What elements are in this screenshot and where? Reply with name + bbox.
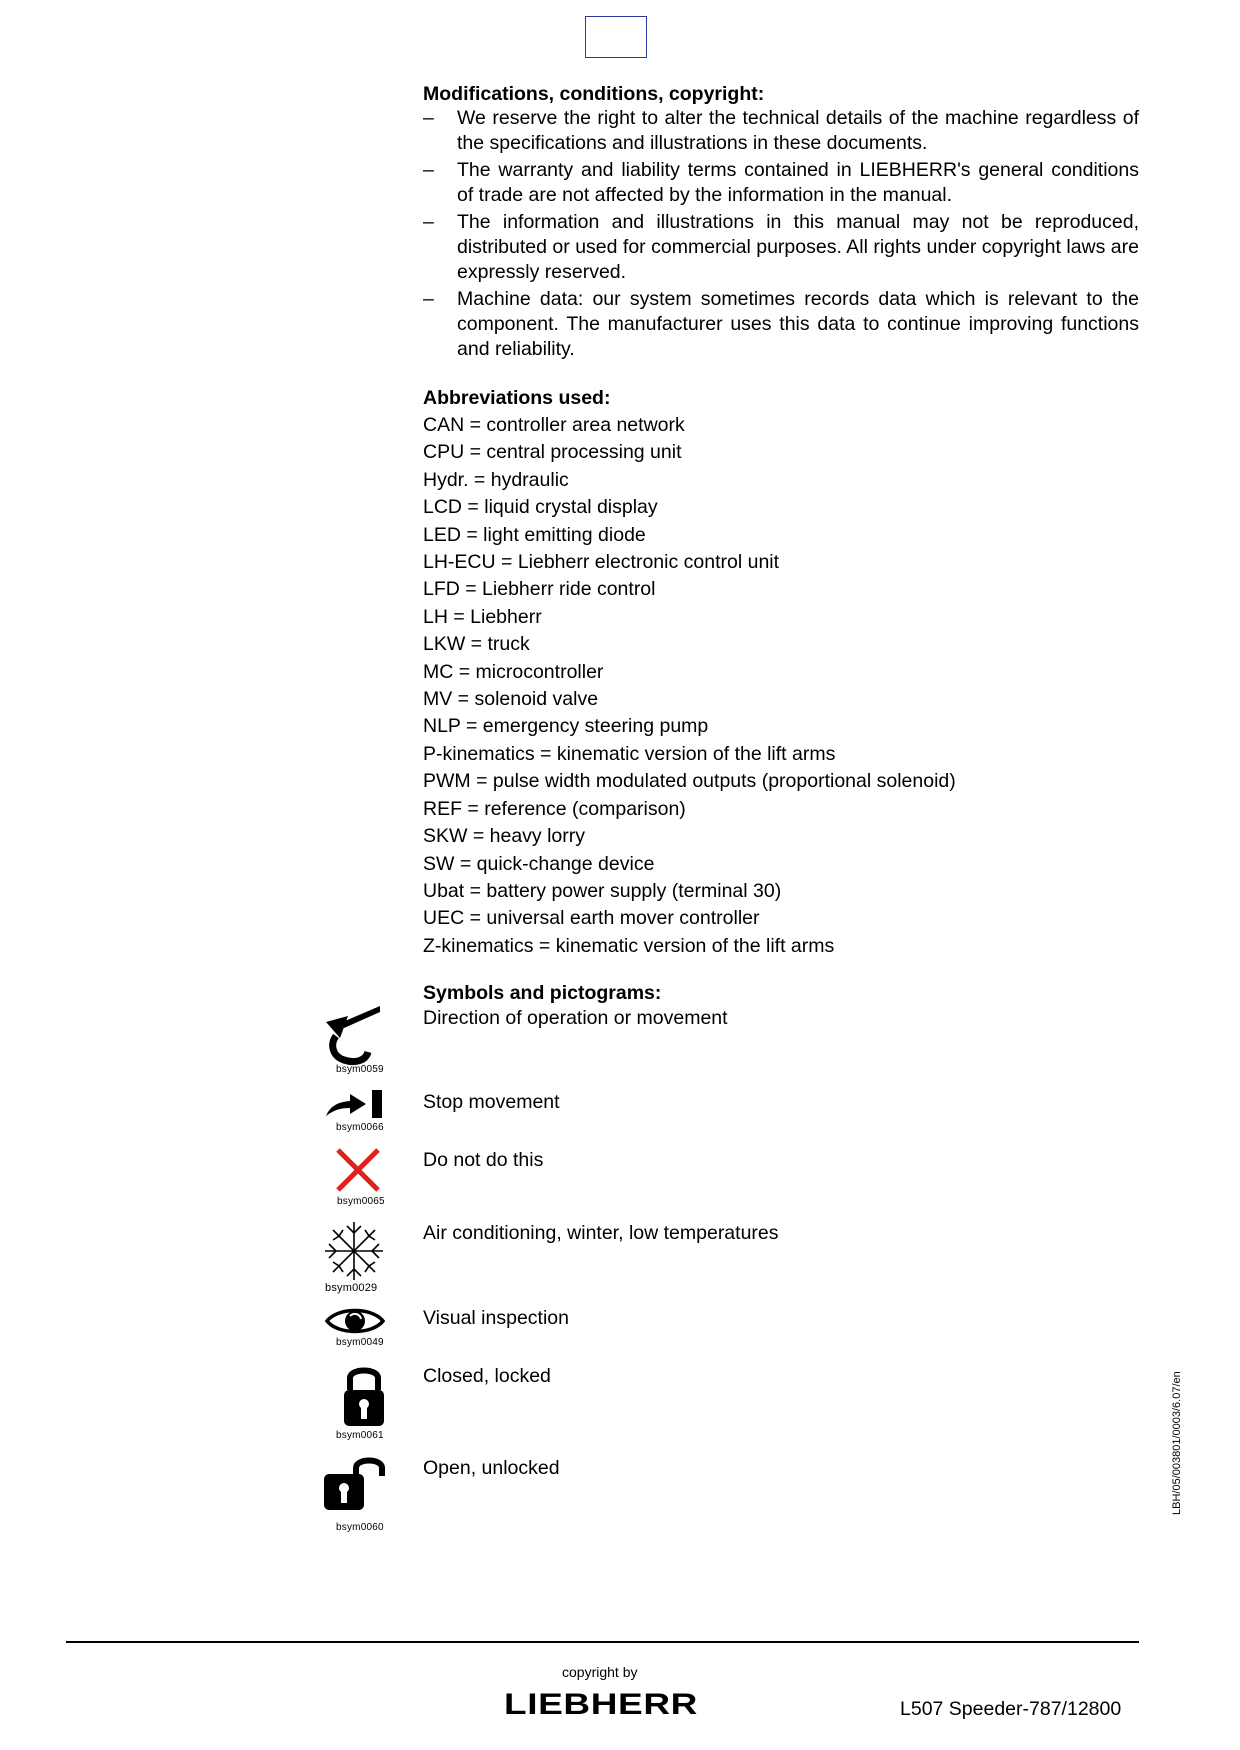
list-item: – The warranty and liability terms contained in LIEBHERR's general conditions of trade are not affected by the information in the manual. [423,158,1139,208]
list-item: – The information and illustrations in this manual may not be reproduced, distributed or used for commercial purposes. All rights under copyright laws are expressly reserved. [423,210,1139,285]
footer-divider [66,1641,1139,1643]
list-item: LCD = liquid crystal display [423,496,658,519]
list-item: P-kinematics = kinematic version of the lift arms [423,742,836,765]
list-item: Hydr. = hydraulic [423,468,569,491]
red-cross-icon [334,1146,400,1194]
lock-open-icon [322,1454,388,1520]
list-item: LH = Liebherr [423,605,542,628]
list-item: LH-ECU = Liebherr electronic control unit [423,551,780,574]
eye-icon [324,1304,390,1338]
symbol-code: bsym0059 [336,1064,384,1075]
list-item: Ubat = battery power supply (terminal 30) [423,879,782,902]
symbol-code: bsym0061 [336,1430,384,1441]
page-marker-box [585,16,647,58]
list-item: – We reserve the right to alter the technical details of the machine regardless of the specifications and illustrations in these documents. [423,106,1139,156]
copyright-text: copyright by [562,1664,638,1680]
modifications-heading: Modifications, conditions, copyright: [423,83,765,105]
document-id: L507 Speeder-787/12800 [900,1698,1122,1720]
list-item: LKW = truck [423,633,530,656]
symbol-label: Stop movement [423,1091,560,1113]
list-item: REF = reference (comparison) [423,797,686,820]
symbol-code: bsym0029 [325,1282,378,1294]
lock-closed-icon [342,1362,408,1428]
svg-text:LIEBHERR: LIEBHERR [504,1688,698,1718]
list-item: CPU = central processing unit [423,441,682,464]
symbol-code: bsym0065 [337,1196,385,1207]
symbol-label: Closed, locked [423,1365,551,1387]
symbol-label: Air conditioning, winter, low temperatures [423,1222,779,1244]
symbol-code: bsym0066 [336,1122,384,1133]
symbol-label: Visual inspection [423,1307,569,1329]
list-item: LFD = Liebherr ride control [423,578,656,601]
side-document-code: LBH/05/003801/0003/6.07/en [1171,1371,1183,1515]
symbol-code: bsym0060 [336,1522,384,1533]
list-item: LED = light emitting diode [423,523,646,546]
list-item: PWM = pulse width modulated outputs (proportional solenoid) [423,770,956,793]
list-item: SKW = heavy lorry [423,825,586,848]
stop-movement-icon [322,1088,388,1120]
list-item: UEC = universal earth mover controller [423,907,760,930]
symbols-heading: Symbols and pictograms: [423,982,662,1004]
snowflake-icon [323,1220,389,1282]
list-item: MV = solenoid valve [423,688,599,711]
symbol-code: bsym0049 [336,1337,384,1348]
list-item: SW = quick-change device [423,852,655,875]
symbol-label: Open, unlocked [423,1457,560,1479]
symbol-label: Direction of operation or movement [423,1007,728,1029]
abbreviations-list [423,412,1139,960]
modifications-list [423,106,1139,362]
list-item: – Machine data: our system sometimes records data which is relevant to the component. The manufacturer uses this data to continue improving functions and reliability. [423,287,1139,362]
rotate-arrow-icon [322,1004,388,1066]
list-item: NLP = emergency steering pump [423,715,709,738]
abbreviations-heading: Abbreviations used: [423,387,611,409]
liebherr-logo [504,1688,698,1723]
list-item: Z-kinematics = kinematic version of the lift arms [423,934,835,957]
symbol-label: Do not do this [423,1149,544,1171]
main-content [423,82,1139,960]
list-item: MC = microcontroller [423,660,604,683]
list-item: CAN = controller area network [423,414,685,436]
